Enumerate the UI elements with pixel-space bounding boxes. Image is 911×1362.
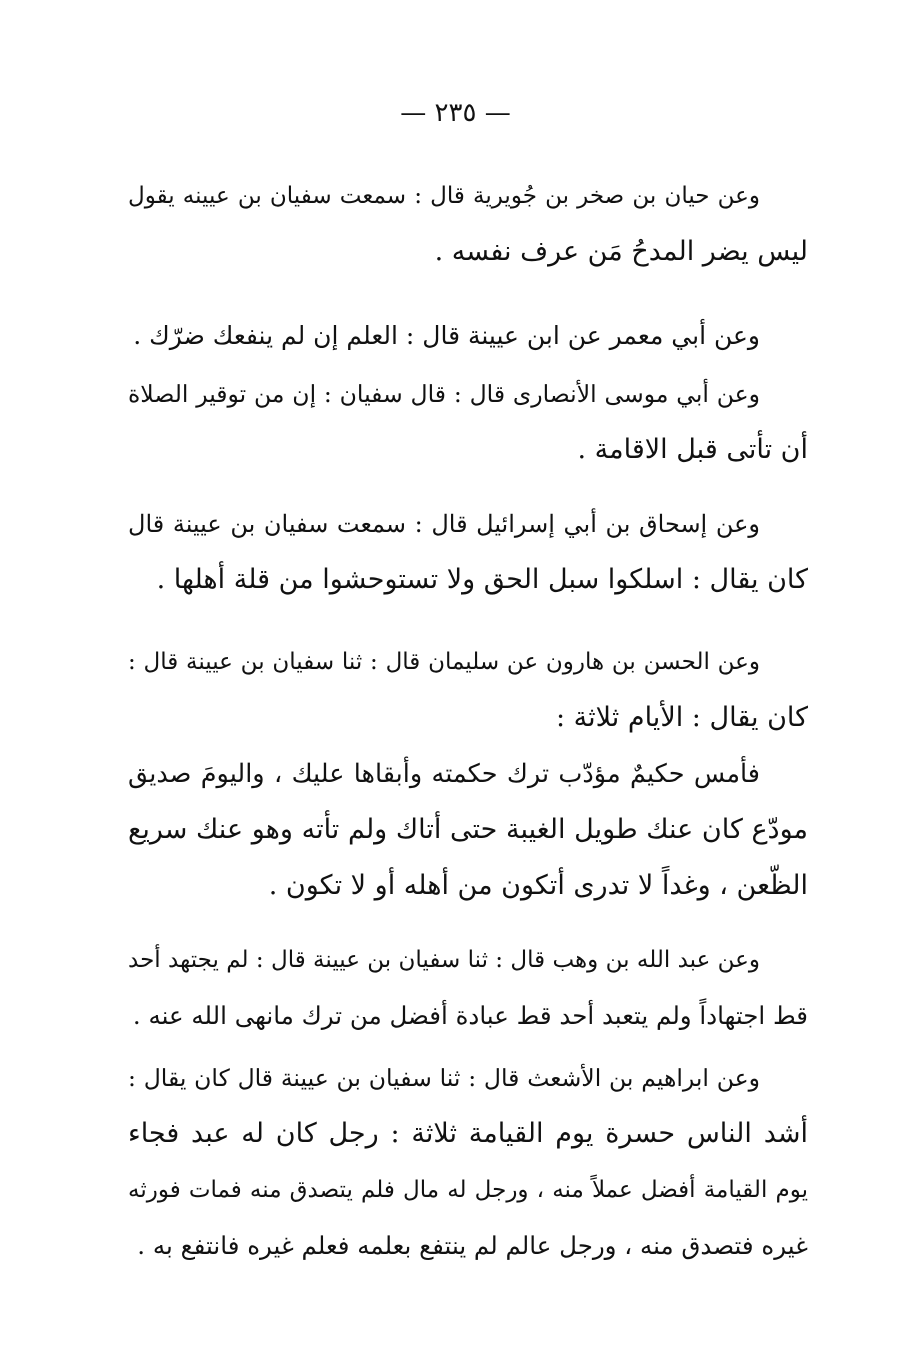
paragraph-6 xyxy=(128,746,808,914)
paragraph-5 xyxy=(128,634,808,746)
paragraph-1 xyxy=(128,168,808,280)
paragraph-4 xyxy=(128,496,808,608)
text-line: كان يقال : اسلكوا سبل الحق ولا تستوحشوا من قلة أهلها . xyxy=(156,564,808,595)
text-line: وعن إسحاق بن أبي إسرائيل قال : سمعت سفيان بن عيينة قال xyxy=(128,510,760,538)
text-line: وعن ابراهيم بن الأشعث قال : ثنا سفيان بن عيينة قال كان يقال : xyxy=(128,1064,760,1092)
paragraph-2 xyxy=(128,308,808,364)
text-line: الظّعن ، وغداً لا تدرى أتكون من أهله أو لا تكون . xyxy=(268,870,808,901)
text-line: وعن أبي معمر عن ابن عيينة قال : العلم إن لم ينفعك ضرّك . xyxy=(133,321,760,350)
paragraph-7 xyxy=(128,932,808,1044)
paragraph-3 xyxy=(128,366,808,478)
text-line: ليس يضر المدحُ مَن عرف نفسه . xyxy=(434,236,808,267)
text-line: وعن عبد الله بن وهب قال : ثنا سفيان بن عيينة قال : لم يجتهد أحد xyxy=(128,947,760,973)
text-line: وعن حيان بن صخر بن جُويرية قال : سمعت سفيان بن عيينه يقول xyxy=(128,183,760,209)
page-number: — ٢٣٥ — xyxy=(400,98,511,128)
paragraph-8 xyxy=(128,1050,808,1274)
text-line: غيره فتصدق منه ، ورجل عالم لم ينتفع بعلمه فعلم غيره فانتفع به . xyxy=(137,1231,808,1260)
text-line: كان يقال : الأيام ثلاثة : xyxy=(555,702,808,733)
text-line: وعن أبي موسى الأنصارى قال : قال سفيان : إن من توقير الصلاة xyxy=(128,380,760,408)
text-line: مودّع كان عنك طويل الغيبة حتى أتاك ولم تأته وهو عنك سريع xyxy=(128,814,808,845)
text-line: فأمس حكيمٌ مؤدّب ترك حكمته وأبقاها عليك ، واليومَ صديق xyxy=(128,759,760,789)
text-line: وعن الحسن بن هارون عن سليمان قال : ثنا سفيان بن عيينة قال : xyxy=(128,649,760,675)
text-line: أن تأتى قبل الاقامة . xyxy=(577,434,808,465)
text-line: يوم القيامة أفضل عملاً منه ، ورجل له مال فلم يتصدق منه فمات فورثه xyxy=(128,1177,808,1203)
text-line: أشد الناس حسرة يوم القيامة ثلاثة : رجل كان له عبد فجاء xyxy=(128,1118,808,1149)
text-line: قط اجتهاداً ولم يتعبد أحد قط عبادة أفضل من ترك مانهى الله عنه . xyxy=(132,1001,808,1030)
